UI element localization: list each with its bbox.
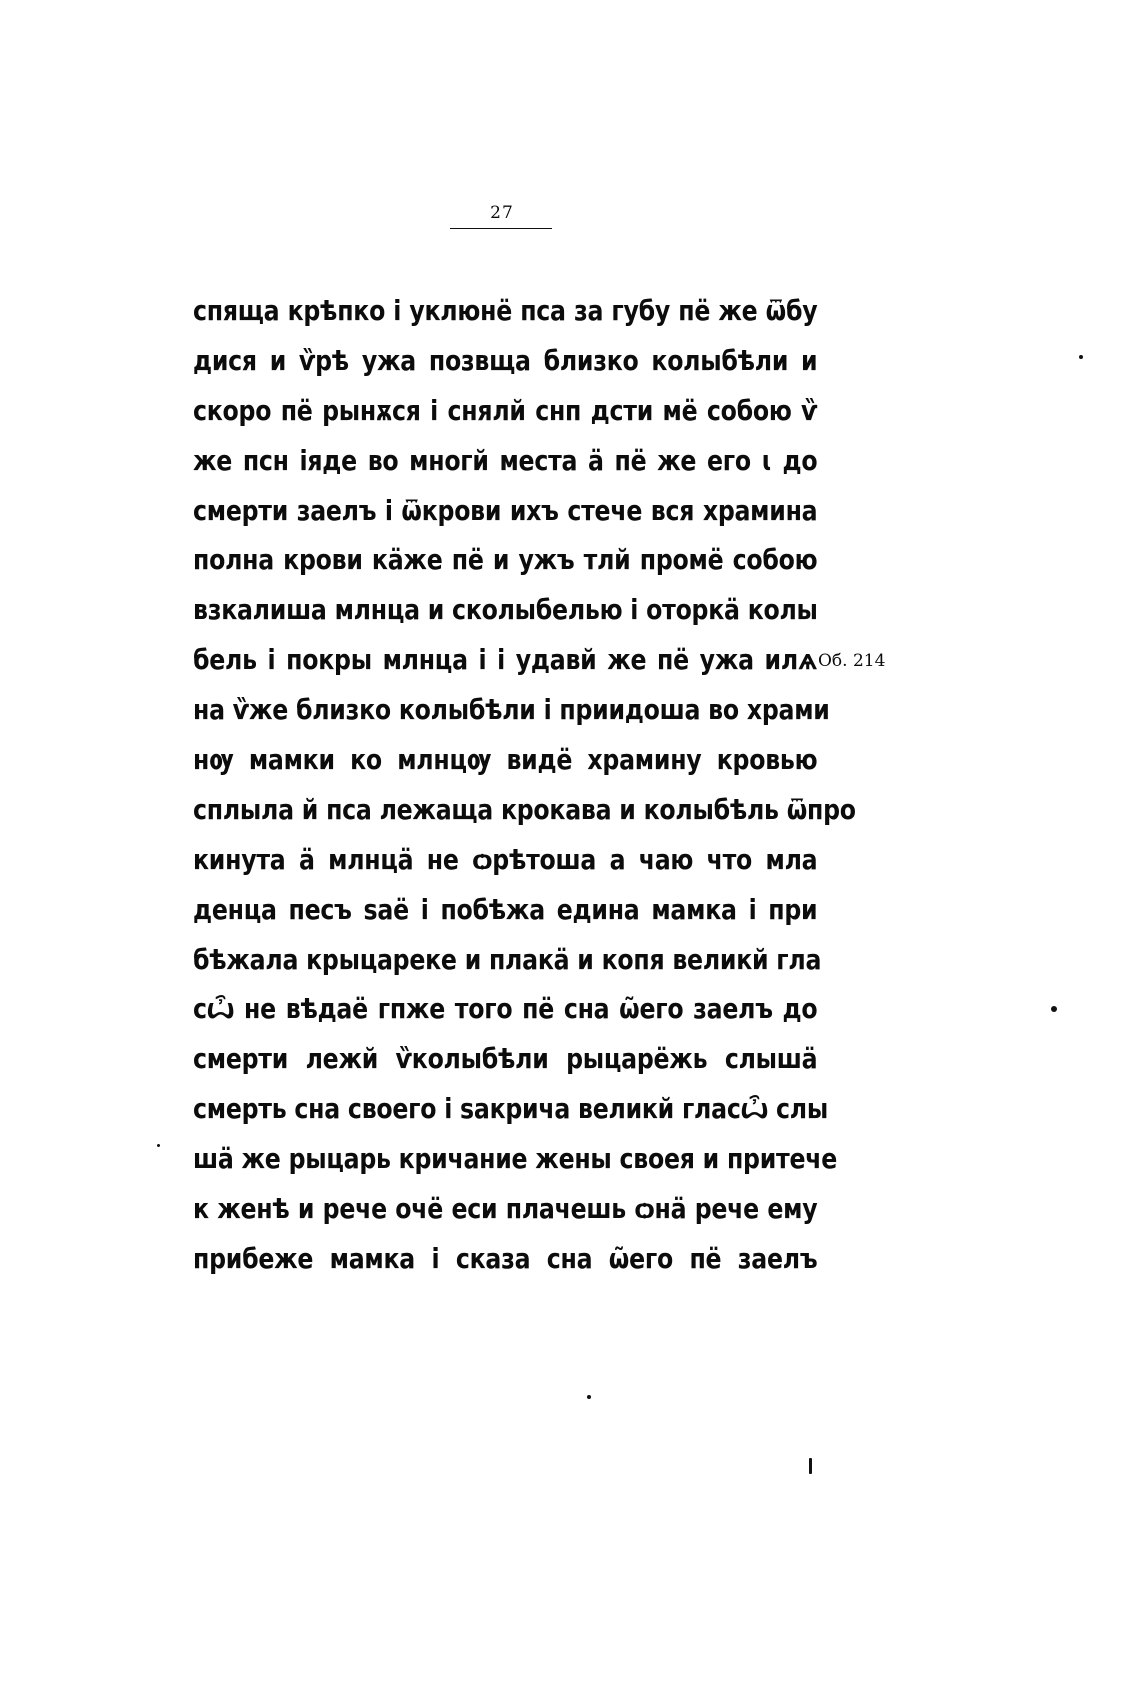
page-number-rule [450, 228, 552, 229]
text-line: смерти заелъ і ѿкрови ихъ стече вся храмина [193, 494, 818, 527]
scan-speck [1079, 355, 1083, 359]
text-line: полна крови кäже пё и ужъ тлй промё собою [193, 544, 818, 577]
text-line: же псн іяде во многй места ä пё же его ꙇ до [193, 444, 818, 477]
text-line: спяща крѣпко і уклюнё пса за губу пё же ѿбу [193, 295, 818, 327]
text-line: нѹ мамки ко млнцѹ видё храмину кровью [193, 744, 818, 777]
text-line: кинута ä млнцä не ѻрѣтоша а чаю что мла [193, 843, 818, 876]
text-line: бѣжала крыцареке и плакä и копя великй гла [193, 943, 822, 976]
text-line: смерти лежй ѷколыбѣли рыцарёжь слышä [193, 1043, 818, 1076]
text-line: смерть сна своего і ѕакрича великй гласѽ слы [193, 1093, 829, 1126]
scan-speck [809, 1458, 812, 1474]
text-line: скоро пё рынѫся і снялй снп дсти мё собою ѷ [193, 394, 818, 427]
text-line: прибеже мамка і сказа сна ѡ̃его пё заелъ [193, 1242, 818, 1275]
text-line: к женѣ и рече очё еси плачешь ѻнä рече ему [193, 1193, 818, 1226]
scan-speck [587, 1395, 591, 1399]
margin-note: Об. 214 [818, 651, 886, 671]
scan-speck [1051, 1006, 1057, 1012]
text-line: шä же рыцарь кричание жены своея и притече [193, 1143, 838, 1176]
text-line: дися и ѷрѣ ужа позвща близко колыбѣли и [193, 344, 818, 377]
text-line: сплыла й пса лежаща крокава и колыбѣль ѿпро [193, 793, 856, 826]
text-line: взкалиша млнца и сколыбелью і оторкä колы [193, 594, 818, 627]
page-number: 27 [490, 203, 514, 223]
scan-speck [157, 1144, 160, 1147]
text-line: бель і покры млнца і і удавй же пё ужа илѧ [193, 644, 818, 677]
text-line: денца песъ ѕаё і побѣжа едина мамка і при [193, 893, 818, 926]
text-line: сѽ не вѣдаё гпже того пё сна ѡ̃его заелъ до [193, 993, 818, 1026]
text-line: на ѷже близко колыбѣли і приидоша во храми [193, 694, 830, 727]
